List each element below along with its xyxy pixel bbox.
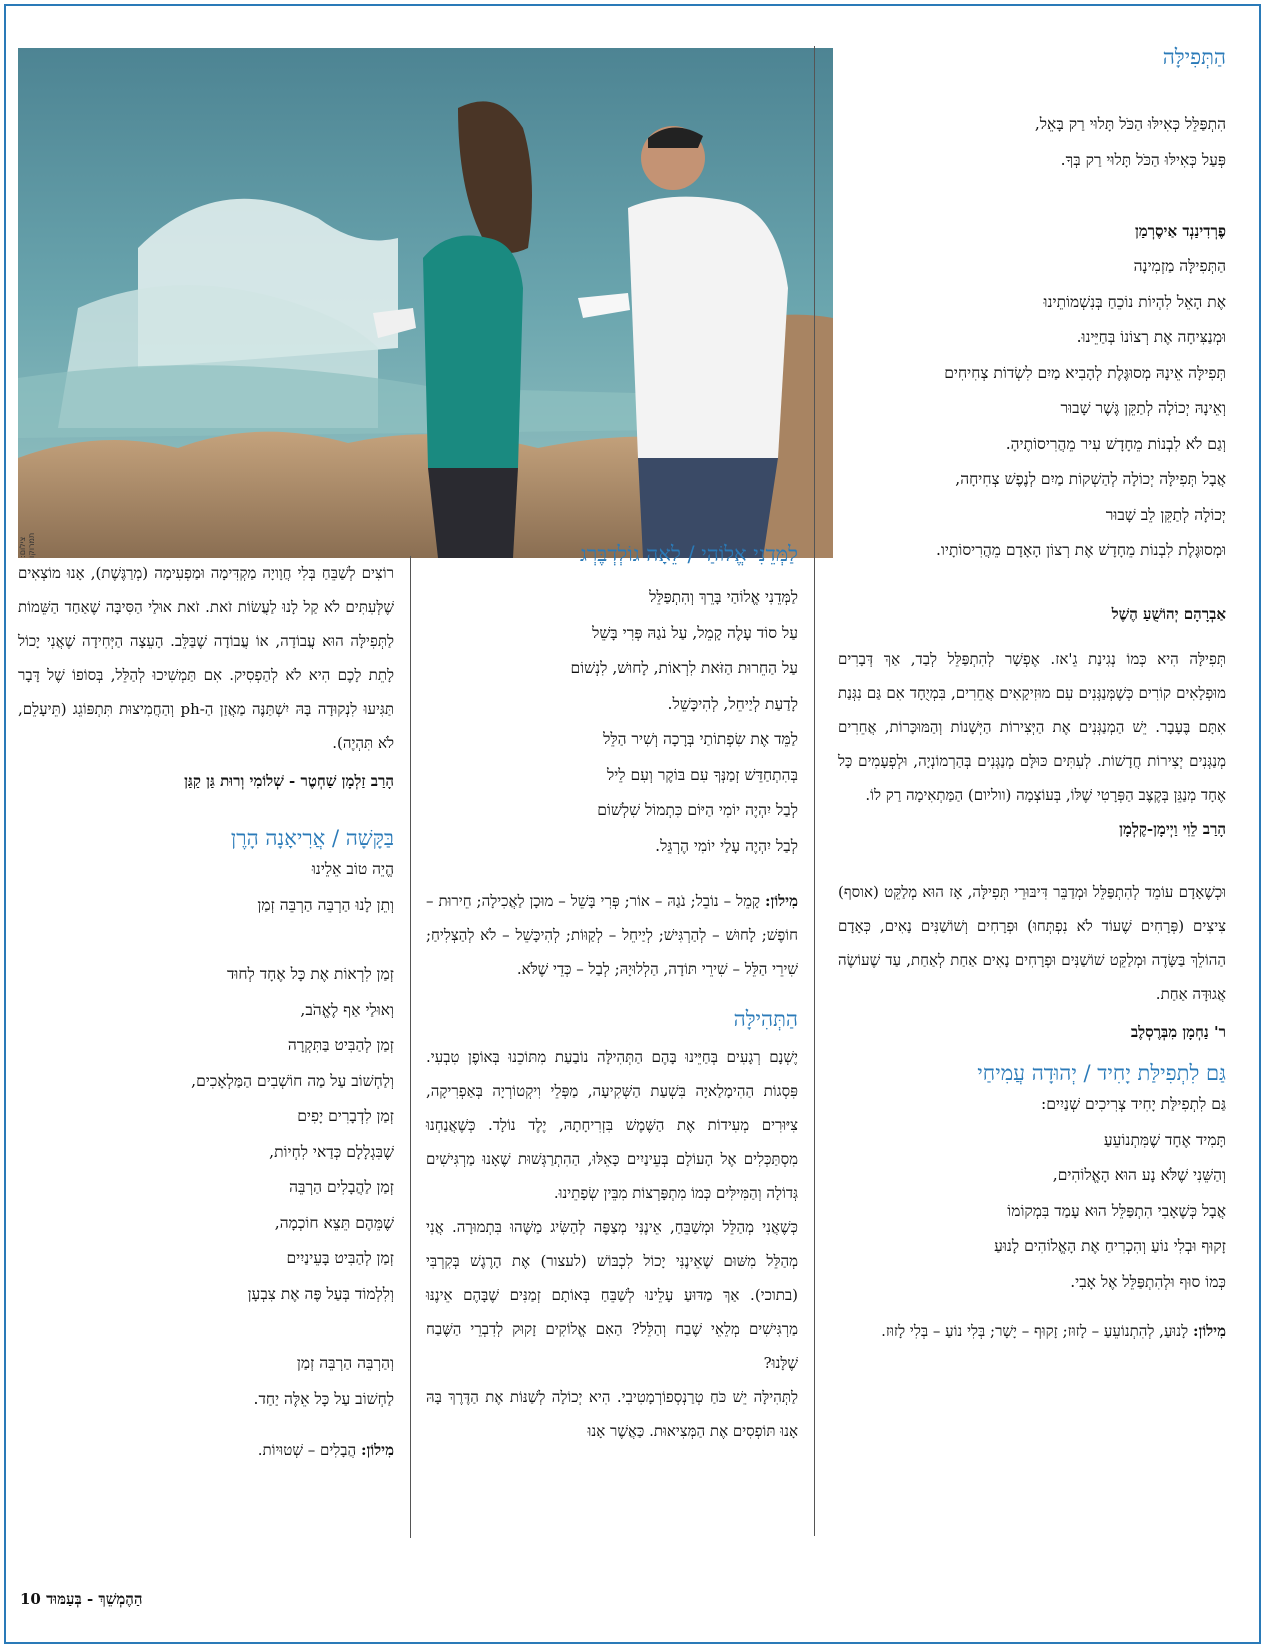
poem-line: שֶׁמֵּהֶם תֵּצֵא חוֹכְמָה,	[274, 1213, 394, 1232]
author-attribution: ר' נַחְמָן מִבְּרֶסְלֶב	[1130, 1022, 1226, 1041]
column-divider-right	[814, 46, 815, 1536]
glossary-text: לָנוּעַ, לְהִתְנוֹעֵעַ – לָזוּז; זָקוּף – יָשָׁר; בְּלִי נוֹעַ – בְּלִי לָזוּז.	[881, 1322, 1189, 1341]
poem-line: וְאֵינָהּ יְכוֹלָה לְתַקֵּן גֶּשֶׁר שָׁבוּר	[1060, 399, 1226, 418]
left-column	[18, 556, 394, 1467]
paragraph: יֶשְׁנָם רְגָעִים בְּחַיֵּינוּ בָּהֶם הַתְּהִילָּה נוֹבַעַת מִתּוֹכֵנוּ בְּאוֹפֶן טִבְעִי. פִּסְגוֹת הַהִימָלַאיָה בִּשְׁעַת הַשְּׁקִיעָה, מַפְּלֵי וִיקְטוֹרְיָה בְּאַפְרִיקָה, צִיּוּרִים מְעִידוֹת אֶת הַשֶּׁמֶשׁ בִּזְרִיחָתָהּ, יֶלֶד נוֹלָד. כְּשֶׁאֲנַחְנוּ מִסְתַּכְּלִים אֶל הָעוֹלָם בְּעֵינַיִים כָּאֵלּוּ, הַהִתְרַגְּשׁוּת שֶׁאָנוּ מַרְגִּישִׁים גְּדוֹלָה וְהַמִּילִּים כְּמוֹ מִתְפָּרְצוֹת מִבֵּין שְׂפָתֵינוּ.	[426, 1047, 798, 1202]
poem-line: שֶׁבִּגְלָלָם כְּדַאי לִחְיוֹת,	[269, 1142, 394, 1161]
translator-names: שְׁלוֹמִי וְרוּת גַּן קַגַּן	[184, 772, 284, 790]
author-attribution: אַבְרָהָם יְהוֹשֻׁעַ הֶשֶׁל	[1111, 604, 1226, 623]
poem-line: גַּם לִתְפִילַּת יָחִיד צְרִיכִים שְׁנַיִים:	[1041, 1095, 1226, 1114]
poem-line: זְמַן לִרְאוֹת אֶת כָּל אֶחָד לְחוּד	[226, 965, 394, 984]
poem-line: לְבַל יִהְיֶה יוֹמִי הַיּוֹם כִּתְמוֹל שִׁלְשׁוֹם	[597, 801, 798, 820]
glossary-text: קָמֵל – נוֹבֵל; נֹגַהּ – אוֹר; פְּרִי בָּשֵׁל – מוּכָן לַאֲכִילָה; חֵירוּת – חוֹפֶשׁ; לָחוּשׁ – לְהַרְגִּישׁ; לְיַיחֵל – לְקַוּוֹת; לְהִיכָּשֵׁל – לֹא לְהַצְלִיחַ; שִׁירֵי הַלֵּל – שִׁירֵי תּוֹדָה, הַלְלוּיָהּ; לְבַל – כְּדֵי שֶׁלֹּא.	[426, 892, 798, 979]
glossary-text: הֲבָלִים – שְׁטוּיוֹת.	[257, 1441, 357, 1460]
paragraph: רוֹצִים לְשַׁבֵּחַ בְּלִי חֲוָויָה מַקְדִּימָה וּמַפְעִימָה (מְרַגֶּשֶׁת), אָנוּ מוֹצְאִים שֶׁלְּעִתִּים לֹא קַל לָנוּ לַעֲשׂוֹת זֹאת. זֹאת אוּלַי הַסִּיבָּה שֶׁאַחַד הַשֵּׁמוֹת לַתְּפִילָּה הוּא עֲבוֹדָה, אוֹ עֲבוֹדָה שֶׁבַּלֵּב. הָעֵצָה הַיְּחִידָה שֶׁאֲנִי יָכוֹל לָתֵת לָכֶם הִיא לֹא לְהַפְסִיק. אִם תַּמְשִׁיכוּ לְהַלֵּל, בְּסוֹפוֹ שֶׁל דָּבָר תַּגִּיעוּ לִנְקוּדָה בָּהּ יִשְׁתַּנֶּה מַאֲזַן הַ-ph וְהַחֲמִיצוּת תִּתְפּוֹגֵג (תֵּיעָלֵם, לֹא תִּהְיֶה).	[18, 564, 394, 752]
poem-line: עַל הַחֵרוּת הַזֹּאת לִרְאוֹת, לָחוּשׁ, לִנְשׁוֹם	[570, 659, 798, 678]
poem-line: לַחְשׁוֹב עַל כָּל אֵלֶּה יַחַד.	[253, 1389, 394, 1408]
poem-line: וְהַרְבֵּה הַרְבֵּה זְמַן	[296, 1354, 394, 1373]
paragraph: וּכְשֶׁאָדָם עוֹמֵד לְהִתְפַּלֵּל וּמְדַבֵּר דִּיבּוּרֵי תְּפִילָּה, אָז הוּא מְלַקֵּט (אוסף) צִיצִים (פְּרָחִים שֶׁעוֹד לֹא נִפְתְּחוּ) וּפְרָחִים וְשׁוֹשַׁנִּים נָאִים, כְּאָדָם הַהוֹלֵךְ בַּשָּׂדֶה וּמְלַקֵּט שׁוֹשַׁנִּים וּפְרָחִים נָאִים אַחַת לְאַחַת, עַד שֶׁעוֹשֶׂה אֲגוּדָּה אַחַת.	[838, 882, 1226, 1003]
poem-title-bakasha: בַּקָּשָׁה / אֲרִיאָנָה הָרֶן	[230, 826, 394, 850]
column-divider-middle	[410, 556, 411, 1538]
poem-line: וּמְנַצִּיחָה אֶת רְצוֹנוֹ בְּחַיֵּינוּ.	[1076, 328, 1226, 347]
poem-line: זְמַן לְהַבִּיט בַּתִּקְרָה	[287, 1036, 394, 1055]
poem-line: בְּהִתְחַדֵּשׁ זְמַנְּךָ עִם בּוֹקֶר וְעִם לֵיל	[606, 765, 798, 784]
poem-line: לַמֵּד אֶת שִׂפְתוֹתַי בְּרָכָה וְשִׁיר הַלֵּל	[603, 730, 798, 749]
couple-praying-photo	[18, 48, 833, 558]
poem-line: וְלַחְשׁוֹב עַל מַה חוֹשְׁבִים הַמַּלְאָכִים,	[191, 1071, 394, 1090]
glossary-label: מִילוֹן:	[764, 892, 798, 911]
poem-line: פְּעַל כְּאִילּוּ הַכֹּל תָּלוּי רַק בְּךָ.	[1060, 150, 1226, 169]
poem-line: וְגַם לֹא לִבְנוֹת מֵחָדָשׁ עִיר מֵהֲרִיסוֹתֶיהָ.	[1005, 434, 1226, 453]
author-attribution: פֶרְדִינַנְד אַיסֶרְמַן	[1134, 222, 1226, 241]
poem-line: לַמְּדֵנִי אֱלוֹהַי בָּרֵךְ וְהִתְפַּלֵּל	[649, 588, 798, 607]
paragraph: לַתְּהִילָּה יֵשׁ כֹּחַ טְרַנְסְפוֹרְמָטִיבִי. הִיא יְכוֹלָה לְשַׁנּוֹת אֶת הַדֶּרֶךְ בָּהּ אָנוּ תּוֹפְסִים אֶת הַמְּצִיאוּת. כַּאֲשֶׁר אָנוּ	[426, 1387, 798, 1440]
poem-line: וְלִלְמוֹד בְּעַל פֶּה אֶת צִבְעָן	[247, 1284, 394, 1303]
poem-line: זְמַן לִדְבָרִים יָפִים	[297, 1107, 394, 1126]
poem-line: וְהַשֵּׁנִי שֶׁלֹּא נָע הוּא הָאֱלוֹהִים,	[1052, 1166, 1226, 1185]
poem-line: אֶת הָאֵל לִהְיוֹת נוֹכֵחַ בְּנִשְׁמוֹתֵינוּ	[1043, 292, 1226, 311]
page	[4, 4, 1261, 1644]
author-name: הָרַב זַלְמָן שַׁחְטֶר	[300, 772, 394, 790]
photo-credit: צילום: תמרוקו	[18, 532, 36, 558]
poem-title-hatfila: הַתְּפִילָּה	[1162, 45, 1226, 69]
paragraph: תְּפִילָּה הִיא כְּמוֹ נְגִינַת גֵ'אז. אֶפְשָׁר לְהִתְפַּלֵּל לְבַד, אַךְ דְּבָרִים מוּפְלָאִים קוֹרִים כְּשֶׁמְּנַגְּנִים עִם מוּזִיקָאִים אֲחֵרִים, בִּמְיֻחָד אִם גַּם נִגְּנַת אִתָּם בֶּעָבָר. יֵשׁ הַמְנַגְּנִים אֶת הַיְּצִירוֹת הַיְּשָׁנוֹת וְהַמּוּכָּרוֹת, אֲחֵרִים מְנַגְּנִים יְצִירוֹת חֲדָשׁוֹת. לְעִתִּים כּוּלָּם מְנַגְּנִים בְּהַרְמוֹנְיָה, וּלְפְעָמִים כָּל אֶחָד מְנַגֵּן בְּקֶצֶב הַפְּרָטִי שֶׁלּוֹ, בְּעוֹצְמָה (ווליום) הַמַּתְאִימָה רַק לוֹ.	[838, 649, 1226, 804]
poem-line: וְאוּלַי אַף לֶאֱהֹב,	[300, 1000, 394, 1019]
glossary	[838, 1314, 1226, 1348]
poem-line: זְמַן לְהַבִּיט בָּעֵינַיִים	[286, 1249, 394, 1268]
poem-line: זָקוּף וּבְלִי נוֹעַ וְהִכְרִיחַ אֶת הָאֱלוֹהִים לָנוּעַ	[994, 1237, 1226, 1256]
poem-line: וּמְסוּגֶּלֶת לִבְנוֹת מֵחָדָשׁ אֶת רְצוֹן הָאָדָם מֵהֲרִיסוֹתָיו.	[935, 541, 1226, 560]
poem-line: זְמַן לַהֲבָלִים הַרְבֵּה	[289, 1178, 394, 1197]
poem-line: עַל סוֹד עָלֶה קָמֵל, עַל נֹגַהּ פְּרִי בָּשֵׁל	[592, 623, 798, 642]
glossary-label: מִילוֹן:	[360, 1441, 394, 1460]
poem-line: לָדַעַת לְיַיחֵל, לְהִיכָּשֵׁל.	[667, 694, 798, 713]
middle-column	[426, 541, 798, 1448]
essay-title-hatehila: הַתְּהִילָּה	[733, 1007, 798, 1032]
paragraph: כְּשֶׁאֲנִי מְהַלֵּל וּמְשַׁבֵּחַ, אֵינֶנִּי מְצַפֶּה לְהַשִּׂיג מַשֶּׁהוּ בִּתְמוּרָה. אֲנִי מְהַלֵּל מִשּׁוּם שֶׁאֵינֶנִּי יָכוֹל לִכְבּוֹשׁ (לעצור) אֶת הָרֶגֶשׁ בְּקִרְבִּי (בתוכי). אַךְ מַדּוּעַ עָלֵינוּ לְשַׁבֵּחַ בְּאוֹתָם זְמַנִּים שֶׁבָּהֶם אֵינֶנּוּ מַרְגִּישִׁים מְלֵאֵי שֶׁבַח וְהַלֵּל? הַאִם אֱלוֹקִים זָקוּק לְדִבְרֵי הַשֶּׁבַח שֶׁלָּנוּ?	[426, 1217, 798, 1372]
poem-title-gam-litfilat-yachid: גַּם לִתְפִילַּת יָחִיד / יְהוּדָה עֲמִיחַי	[977, 1060, 1226, 1085]
glossary	[426, 884, 798, 986]
author-attribution	[18, 764, 394, 799]
poem-line: אֲבָל תְּפִילָּה יְכוֹלָה לְהַשְׁקוֹת מַיִם לְנֶפֶשׁ צְחִיחָה,	[955, 470, 1226, 489]
poem-title-lamdeni: לַמְּדֵנִי אֱלוֹהַי / לֵאָה גוֹלְדְבֶּרְג	[580, 542, 798, 566]
author-separator: -	[283, 772, 301, 790]
continued-on-page-link[interactable]: הַהֶמְשֵׁךְ - בְּעַמּוּד 10	[20, 1590, 143, 1608]
glossary-label: מִילוֹן:	[1192, 1322, 1226, 1341]
poem-line: תְּפִילָּה אֵינָהּ מְסוּגֶּלֶת לְהָבִיא מַיִם לִשְׂדוֹת צְחִיחִים	[944, 363, 1226, 382]
poem-line: וְתֵן לָנוּ הַרְבֵּה הַרְבֵּה זְמַן	[257, 895, 394, 914]
glossary	[18, 1433, 394, 1467]
poem-line: הֱיֵה טוֹב אֵלֵינוּ	[311, 860, 394, 879]
photo-illustration	[18, 48, 833, 558]
right-column	[838, 44, 1226, 1348]
poem-line: לְבַל יִהְיֶה עָלַי יוֹמִי הֶרְגֵּל.	[655, 836, 798, 855]
poem-line: תָּמִיד אֶחָד שֶׁמִּתְנוֹעֵעַ	[1103, 1130, 1226, 1149]
poem-line: אֲבָל כְּשֶׁאָבִי הִתְפַּלֵּל הוּא עָמַד בִּמְקוֹמוֹ	[1007, 1201, 1226, 1220]
poem-line: הִתְפַּלֵּל כְּאִילּוּ הַכֹּל תָּלוּי רַק בָּאֵל,	[1034, 115, 1226, 134]
poem-line: הַתְּפִילָּה מַזְמִינָה	[1133, 257, 1226, 276]
poem-line: יְכוֹלָה לְתַקֵּן לֵב שָׁבוּר	[1105, 505, 1226, 524]
author-attribution: הָרַב לֵוִי וַיְימָן-קֶלְמָן	[1119, 819, 1226, 838]
poem-line: כְּמוֹ סוּף וּלְהִתְפַּלֵּל אֶל אָבִי.	[1070, 1272, 1226, 1291]
